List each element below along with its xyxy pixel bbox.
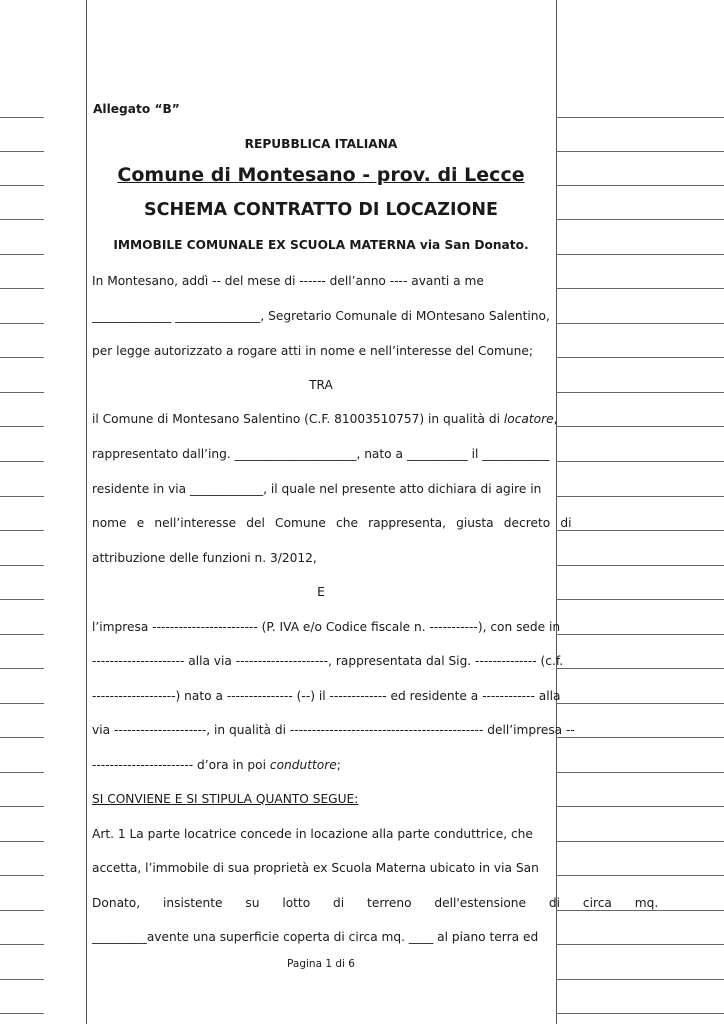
margin-rule-left <box>0 117 44 118</box>
margin-rule-right <box>556 841 724 842</box>
margin-rule-left <box>0 910 44 911</box>
body-line-14 <box>92 792 358 806</box>
margin-rule-right <box>556 530 724 531</box>
line13-text: ----------------------- d’ora in poi <box>92 758 270 772</box>
margin-rule-right <box>556 944 724 945</box>
margin-rule-left <box>0 944 44 945</box>
body-line-6: residente in via ____________, il quale nel presente atto dichiara di agire in <box>92 482 542 496</box>
schema-title: SCHEMA CONTRATTO DI LOCAZIONE <box>144 200 498 220</box>
left-margin-line <box>86 0 87 1024</box>
margin-rule-left <box>0 737 44 738</box>
margin-rule-right <box>556 599 724 600</box>
margin-rule-left <box>0 151 44 152</box>
body-line-5: rappresentato dall’ing. ____________________, nato a __________ il ___________ <box>92 447 550 461</box>
line4-comma: , <box>553 412 558 426</box>
body-line-10: --------------------- alla via ---------------------, rappresentata dal Sig. -------------- (c.f. <box>92 654 564 668</box>
e-label: E <box>317 585 325 599</box>
margin-rule-left <box>0 496 44 497</box>
body-line-15: Art. 1 La parte locatrice concede in locazione alla parte conduttrice, che <box>92 827 533 841</box>
margin-rule-left <box>0 841 44 842</box>
margin-rule-left <box>0 1013 44 1014</box>
margin-rule-right <box>556 392 724 393</box>
margin-rule-right <box>556 151 724 152</box>
margin-rule-right <box>556 668 724 669</box>
conduttore-term: conduttore <box>269 758 337 772</box>
margin-rule-right <box>556 979 724 980</box>
body-line-17: Donato, insistente su lotto di terreno dell'estensione di circa mq. <box>92 896 659 910</box>
body-line-12: via ---------------------, in qualità di -------------------------------------------- dell’impresa -- <box>92 723 575 737</box>
line13-semicolon: ; <box>336 758 341 772</box>
margin-rule-left <box>0 530 44 531</box>
comune-title <box>86 164 556 186</box>
body-line-2: _____________ ______________, Segretario Comunale di MOntesano Salentino, <box>92 309 550 323</box>
body-line-7: nome e nell’interesse del Comune che rappresenta, giusta decreto di <box>92 516 572 530</box>
margin-rule-left <box>0 461 44 462</box>
body-line-8: attribuzione delle funzioni n. 3/2012, <box>92 551 317 565</box>
line4-text: il Comune di Montesano Salentino (C.F. 81003510757) in qualità di <box>92 412 504 426</box>
margin-rule-right <box>556 910 724 911</box>
agreement-heading: SI CONVIENE E SI STIPULA QUANTO SEGUE: <box>92 792 359 806</box>
margin-rule-right <box>556 496 724 497</box>
margin-rule-right <box>556 357 724 358</box>
margin-rule-left <box>0 599 44 600</box>
republic-heading: REPUBBLICA ITALIANA <box>244 137 398 151</box>
body-line-13 <box>92 758 341 772</box>
margin-rule-right <box>556 634 724 635</box>
margin-rule-left <box>0 703 44 704</box>
locatore-term: locatore <box>503 412 554 426</box>
margin-rule-left <box>0 806 44 807</box>
page-number: Pagina 1 di 6 <box>287 958 355 970</box>
margin-rule-left <box>0 875 44 876</box>
margin-rule-right <box>556 219 724 220</box>
body-line-16: accetta, l’immobile di sua proprietà ex Scuola Materna ubicato in via San <box>92 861 539 875</box>
body-line-4 <box>92 412 558 426</box>
body-line-11: -------------------) nato a --------------- (--) il ------------- ed residente a ------------ alla <box>92 689 561 703</box>
margin-rule-left <box>0 979 44 980</box>
right-margin-line <box>553 0 558 1024</box>
margin-rule-right <box>556 565 724 566</box>
margin-rule-right <box>556 323 724 324</box>
margin-rule-right <box>556 1013 724 1014</box>
margin-rule-right <box>556 703 724 704</box>
margin-rule-right <box>556 288 724 289</box>
margin-rule-right <box>556 806 724 807</box>
margin-rule-left <box>0 288 44 289</box>
margin-rule-right <box>556 461 724 462</box>
margin-rule-left <box>0 668 44 669</box>
margin-rule-right <box>556 117 724 118</box>
margin-rule-right <box>556 426 724 427</box>
body-line-3: per legge autorizzato a rogare atti in nome e nell’interesse del Comune; <box>92 344 533 358</box>
margin-rule-right <box>556 185 724 186</box>
margin-rule-left <box>0 219 44 220</box>
margin-rule-left <box>0 392 44 393</box>
margin-rule-left <box>0 634 44 635</box>
margin-rule-right <box>556 772 724 773</box>
text: In Montesano, addì -- del mese di ------ dell’anno ---- avanti a me <box>92 274 484 288</box>
margin-rule-left <box>0 426 44 427</box>
margin-rule-right <box>556 254 724 255</box>
margin-rule-left <box>0 185 44 186</box>
immobile-subtitle: IMMOBILE COMUNALE EX SCUOLA MATERNA via San Donato. <box>113 238 529 252</box>
margin-rule-right <box>556 875 724 876</box>
margin-rule-left <box>0 565 44 566</box>
margin-rule-right <box>556 737 724 738</box>
margin-rule-left <box>0 323 44 324</box>
body-line-18: _________avente una superficie coperta di circa mq. ____ al piano terra ed <box>92 930 539 944</box>
body-line-1 <box>92 274 552 288</box>
body-line-9: l’impresa ------------------------ (P. IVA e/o Codice fiscale n. -----------), con sede in <box>92 620 561 634</box>
comune-title-text: Comune di Montesano - prov. di Lecce <box>117 164 525 186</box>
margin-rule-left <box>0 772 44 773</box>
tra-label: TRA <box>309 378 333 392</box>
allegato-label: Allegato “B” <box>93 102 180 116</box>
margin-rule-left <box>0 254 44 255</box>
margin-rule-left <box>0 357 44 358</box>
